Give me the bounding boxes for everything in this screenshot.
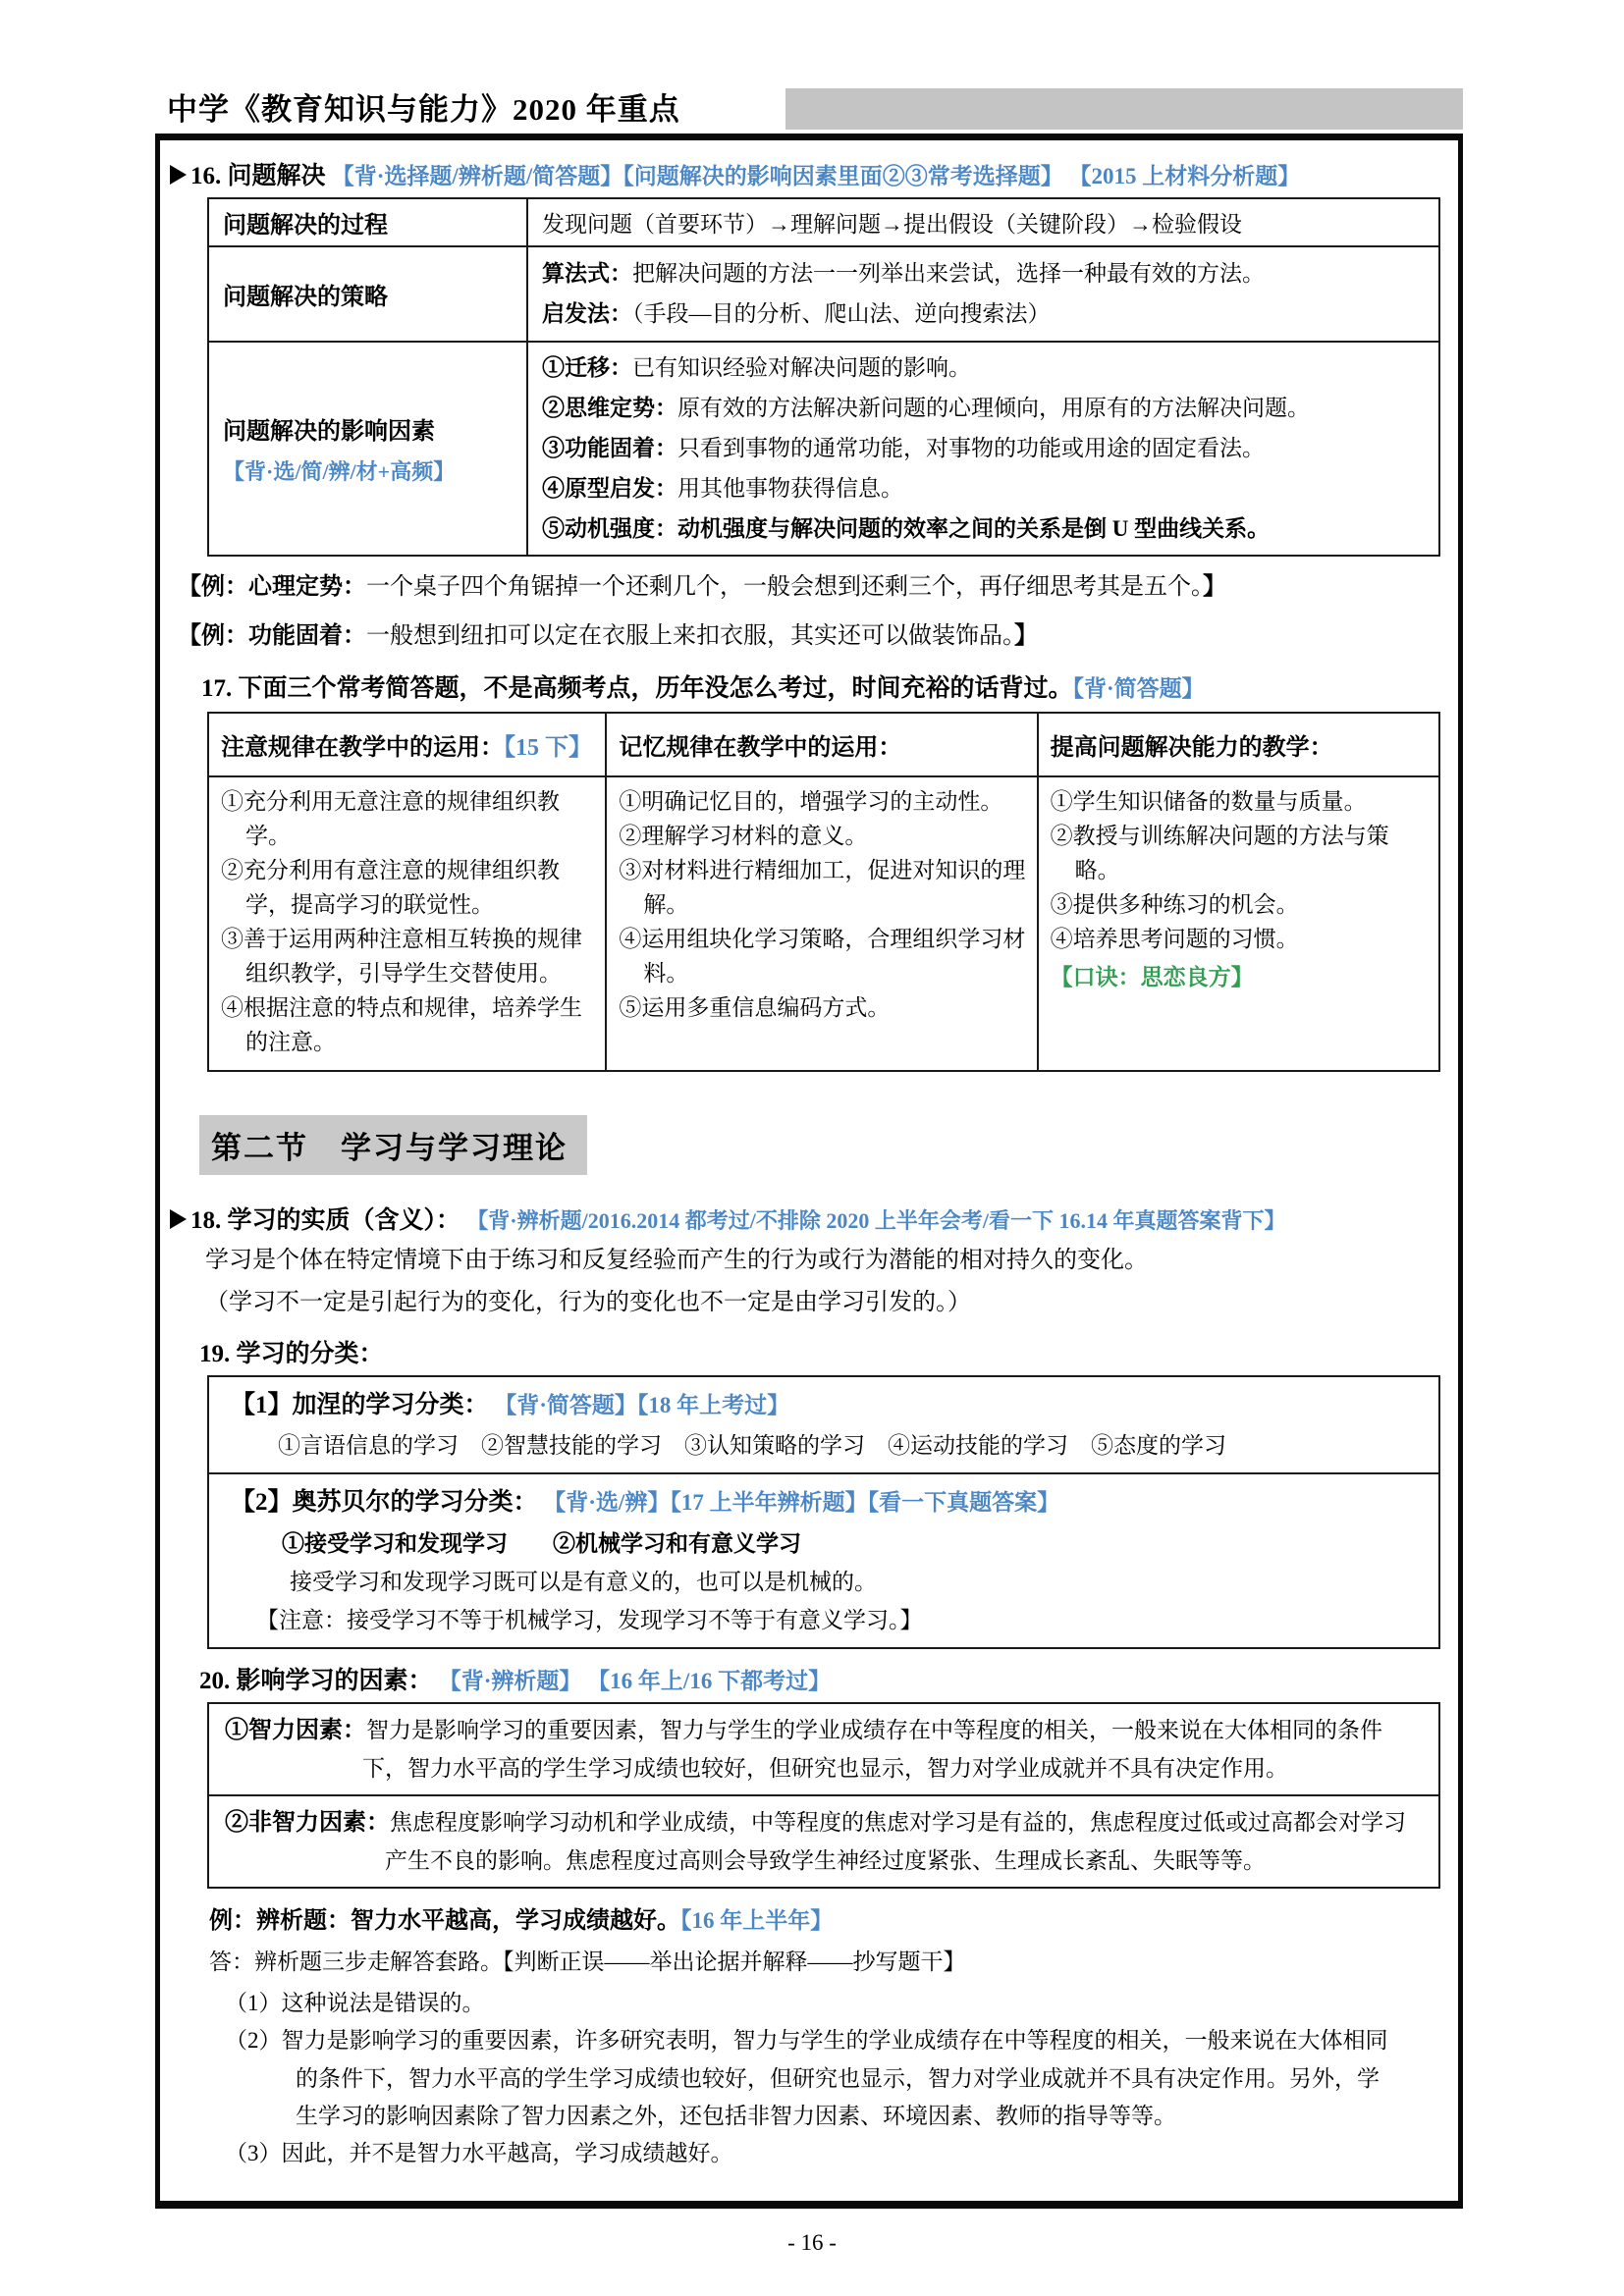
mnemonic-text: 【口诀：思恋良方】	[1050, 965, 1254, 990]
section20-title: 20. 影响学习的因素：	[199, 1667, 433, 1694]
table-body-row	[208, 776, 1439, 1071]
column-header: 提高问题解决能力的教学：	[1038, 713, 1439, 776]
discrimination-example-line: 例：辨析题：智力水平越高，学习成绩越好。【16 年上半年】	[209, 1908, 834, 1935]
section20-heading	[199, 1661, 1436, 1696]
answer-item: （1）这种说法是错误的。	[225, 1991, 485, 2016]
attention-rules-cell	[208, 776, 606, 1071]
classification-items-line: ①言语信息的学习 ②智慧技能的学习 ③认知策略的学习 ④运动技能的学习 ⑤态度的学习	[278, 1433, 1226, 1459]
memory-rules-cell	[606, 776, 1037, 1071]
factor-paragraph: ②非智力因素：焦虑程度影响学习动机和学业成绩，中等程度的焦虑对学习是有益的，焦虑程度过低或过高都会对学习产生不良的影响。焦虑程度过高则会导致学生神经过度紧张、生理成长紊乱、失眠等等。	[225, 1810, 1406, 1873]
column-header: 注意规律在教学中的运用：【15 下】	[208, 713, 606, 776]
section18-definition: 学习是个体在特定情境下由于练习和反复经验而产生的行为或行为潜能的相对持久的变化。	[205, 1248, 1148, 1274]
table-header-row	[208, 713, 1439, 776]
list-item: ③提供多种练习的机会。	[1050, 892, 1299, 918]
gagne-classification-cell	[208, 1376, 1439, 1474]
problem-solving-teaching-cell	[1038, 776, 1439, 1071]
row-label: 问题解决的影响因素 【背·选/简/辨/材+高频】	[208, 342, 527, 557]
section20-exam-tags: 【背·辨析题】 【16 年上/16 下都考过】	[438, 1668, 832, 1693]
section16-title: 16. 问题解决	[190, 163, 326, 189]
table-row	[208, 1376, 1439, 1474]
classification-title-line: 【1】加涅的学习分类： 【背·简答题】【18 年上考过】	[231, 1391, 790, 1418]
row-content	[527, 246, 1439, 342]
arrow-marker-icon	[170, 1209, 187, 1229]
section16-exam-tags: 【背·选择题/辨析题/简答题】【问题解决的影响因素里面②③常考选择题】 【2015 上材料分析题】	[331, 164, 1301, 188]
row-label-exam-tag: 【背·选/简/辨/材+高频】	[223, 459, 456, 485]
table-row	[208, 1795, 1439, 1888]
page-content-frame	[155, 133, 1463, 2209]
list-item: ④运用组块化学习策略，合理组织学习材料。	[619, 927, 1026, 987]
factor-paragraph: ①智力因素：智力是影响学习的重要因素，智力与学生的学业成绩存在中等程度的相关，一般来说在大体相同的条件下，智力水平高的学生学习成绩也较好，但研究也显示，智力对学业成就并不具有决定作用。	[225, 1717, 1382, 1781]
section19-heading: 19. 学习的分类：	[199, 1340, 384, 1367]
factor-item: ②思维定势：原有效的方法解决新问题的心理倾向，用原有的方法解决问题。	[542, 395, 1310, 420]
classification-caution-line: 【注意：接受学习不等于机械学习，发现学习不等于有意义学习。】	[256, 1607, 923, 1632]
table-row	[208, 1703, 1439, 1795]
list-item: ③善于运用两种注意相互转换的规律组织教学，引导学生交替使用。	[221, 927, 582, 987]
list-item: ①学生知识储备的数量与质量。	[1050, 789, 1367, 815]
classification-items-line: ①接受学习和发现学习 ②机械学习和有意义学习	[282, 1530, 801, 1556]
answer-item: （3）因此，并不是智力水平越高，学习成绩越好。	[225, 2140, 733, 2165]
column-header-exam-tag: 【15 下】	[504, 735, 592, 762]
row-content	[527, 342, 1439, 557]
classification-exam-tags: 【背·选/辨】【17 上半年辨析题】【看一下真题答案】	[543, 1490, 1060, 1516]
table-row	[208, 246, 1439, 342]
list-item: ④培养思考问题的习惯。	[1050, 927, 1299, 952]
section2-heading: 第二节 学习与学习理论	[199, 1115, 587, 1175]
learning-classification-box	[207, 1375, 1440, 1649]
classification-title-line: 【2】奥苏贝尔的学习分类： 【背·选/辨】【17 上半年辨析题】【看一下真题答案】	[231, 1489, 1060, 1517]
strategy-line: 启发法：（手段—目的分析、爬山法、逆向搜索法）	[542, 301, 1051, 327]
three-topics-table	[207, 712, 1440, 1072]
factor-item: ③功能固着：只看到事物的通常功能，对事物的功能或用途的固定看法。	[542, 435, 1265, 460]
row-label: 问题解决的策略	[208, 246, 527, 342]
factor-item: ①迁移：已有知识经验对解决问题的影响。	[542, 354, 971, 380]
section18-title: 18. 学习的实质（含义）：	[190, 1207, 461, 1235]
example-exam-tag: 【16 年上半年】	[680, 1908, 834, 1934]
problem-solving-table	[207, 197, 1440, 557]
list-item: ④根据注意的特点和规律，培养学生的注意。	[221, 995, 582, 1055]
section18-note: （学习不一定是引起行为的变化，行为的变化也不一定是由学习引发的。）	[205, 1289, 971, 1315]
answer-item: （2）智力是影响学习的重要因素，许多研究表明，智力与学生的学业成绩存在中等程度的相关，一般来说在大体相同的条件下，智力水平高的学生学习成绩也较好，但研究也显示，智力对学业成就并不具有决定作用。另外，学生学习的影响因素除了智力因素之外，还包括非智力因素、环境因素、教师的指导等等。	[225, 2028, 1388, 2128]
row-content: 发现问题（首要环节）→理解问题→提出假设（关键阶段）→检验假设	[527, 198, 1439, 246]
learning-factors-box	[207, 1702, 1440, 1889]
arrow-marker-icon	[170, 165, 187, 185]
table-row	[208, 1473, 1439, 1648]
section17-heading	[201, 668, 1436, 704]
classification-exam-tags: 【背·简答题】【18 年上考过】	[494, 1392, 790, 1417]
intelligence-factor-cell	[208, 1703, 1439, 1795]
section17-exam-tag: 【背·简答题】	[1072, 676, 1205, 702]
section16-heading	[170, 156, 1436, 191]
list-item: ②教授与训练解决问题的方法与策略。	[1050, 824, 1389, 883]
section17-title: 17. 下面三个常考简答题，不是高频考点，历年没怎么考过，时间充裕的话背过。	[201, 675, 1073, 703]
document-header-title: 中学《教育知识与能力》2020 年重点	[167, 92, 680, 127]
list-item: ②理解学习材料的意义。	[619, 824, 868, 849]
table-row	[208, 342, 1439, 557]
classification-note-line: 接受学习和发现学习既可以是有意义的，也可以是机械的。	[290, 1569, 877, 1594]
example-line: 【例：心理定势：一个桌子四个角锯掉一个还剩几个，一般会想到还剩三个，再仔细思考其是五个。】	[178, 574, 1226, 601]
list-item: ⑤运用多重信息编码方式。	[619, 995, 891, 1021]
answer-intro-line: 答：辨析题三步走解答套路。【判断正误——举出论据并解释——抄写题干】	[209, 1949, 966, 1975]
example-line: 【例：功能固着：一般想到纽扣可以定在衣服上来扣衣服，其实还可以做装饰品。】	[178, 623, 1038, 650]
table-row	[208, 198, 1439, 246]
list-item: ②充分利用有意注意的规律组织教学，提高学习的联觉性。	[221, 858, 560, 918]
non-intelligence-factor-cell	[208, 1795, 1439, 1888]
factor-item: ④原型启发：用其他事物获得信息。	[542, 475, 903, 501]
section18-exam-tags: 【背·辨析题/2016.2014 都考过/不排除 2020 上半年会考/看一下 16.14 年真题答案背下】	[466, 1208, 1286, 1234]
factor-item: ⑤动机强度：动机强度与解决问题的效率之间的关系是倒 U 型曲线关系。	[542, 515, 1271, 541]
page-number: - 16 -	[787, 2230, 837, 2255]
ausubel-classification-cell	[208, 1473, 1439, 1648]
header-highlight-bar	[785, 88, 1463, 130]
column-header: 记忆规律在教学中的运用：	[606, 713, 1037, 776]
row-label: 问题解决的过程	[208, 198, 527, 246]
list-item: ①明确记忆目的，增强学习的主动性。	[619, 789, 1003, 815]
strategy-line: 算法式：把解决问题的方法一一列举出来尝试，选择一种最有效的方法。	[542, 261, 1265, 286]
section18-heading	[170, 1201, 1436, 1236]
list-item: ③对材料进行精细加工，促进对知识的理解。	[619, 858, 1026, 918]
list-item: ①充分利用无意注意的规律组织教学。	[221, 789, 560, 849]
